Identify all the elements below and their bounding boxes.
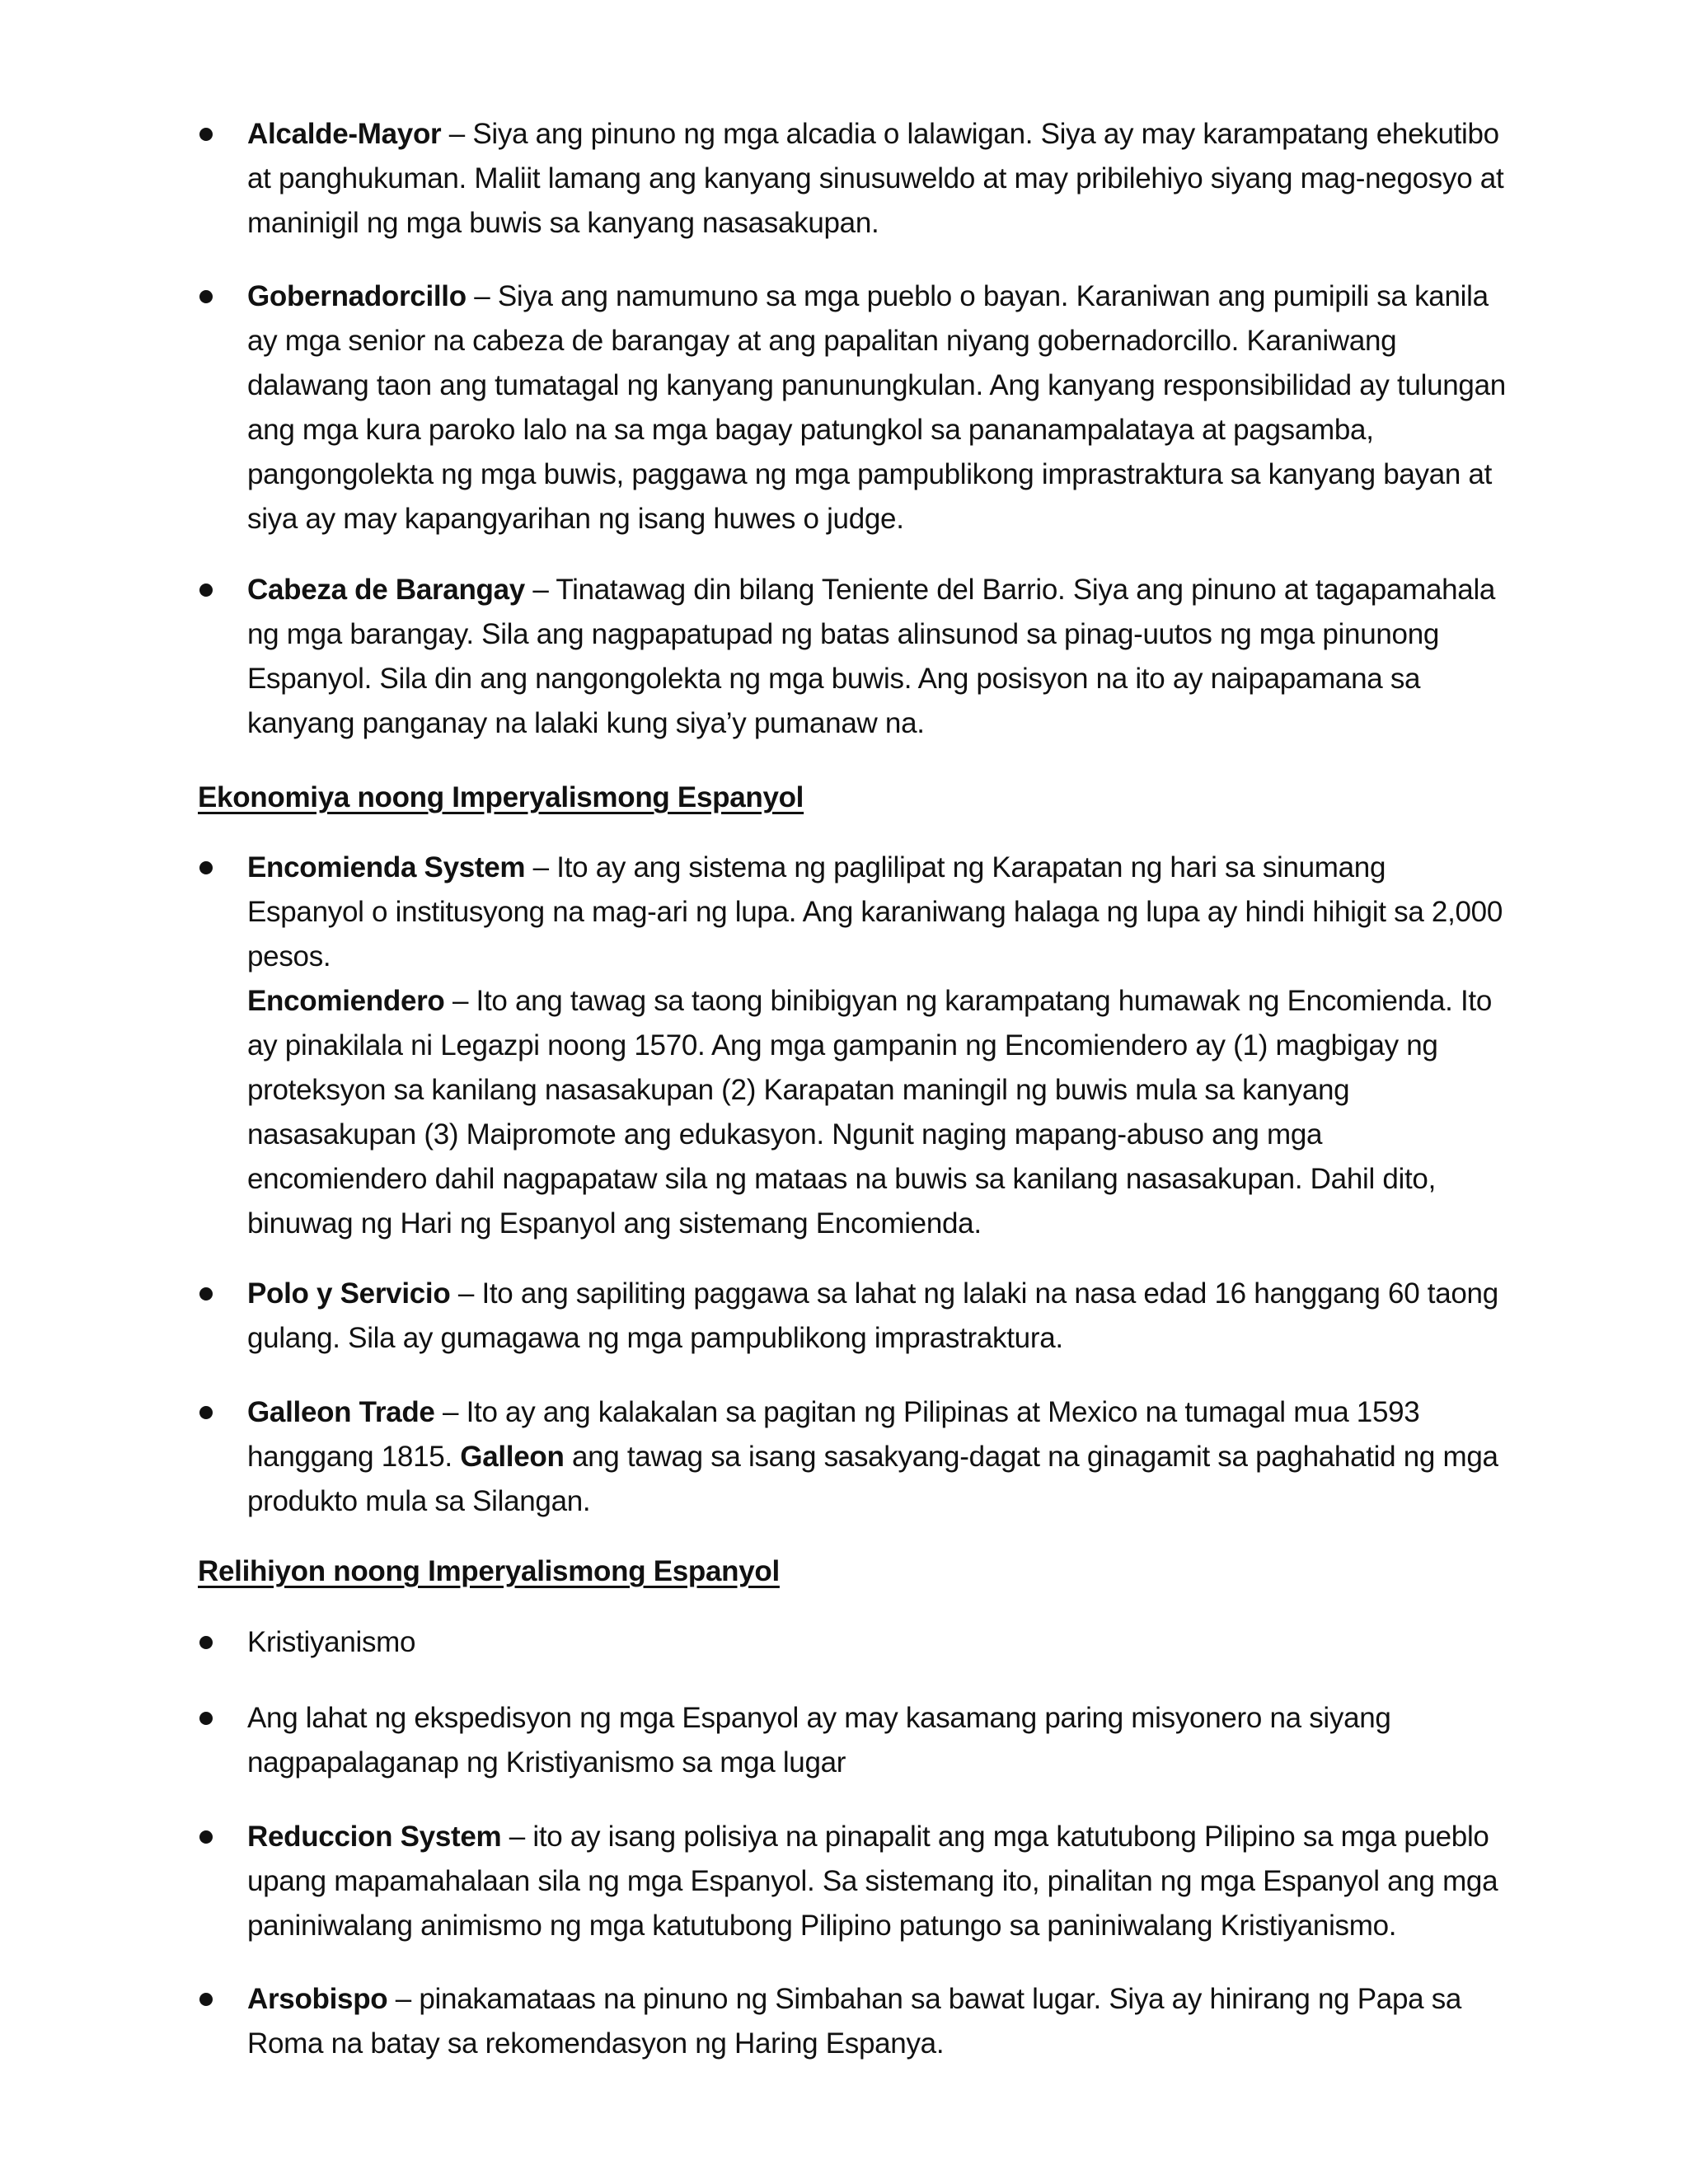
list-item-ekspedisyon: Ang lahat ng ekspedisyon ng mga Espanyol ay may kasamang paring misyonero na siyang nagpapalaganap ng Kristiyanismo sa mga lugar (247, 1702, 1391, 1779)
bullet-icon (199, 128, 213, 141)
list-item-gobernadorcillo (247, 274, 1508, 541)
term-arsobispo: Arsobispo (247, 1983, 388, 2015)
list-item-kristiyanismo: Kristiyanismo (247, 1626, 416, 1658)
list-item-alcalde-mayor (247, 112, 1508, 246)
term-encomienda-system: Encomienda System (247, 851, 526, 883)
bullet-icon (199, 583, 213, 597)
bullet-icon (199, 1830, 213, 1844)
list-item-encomienda-system (247, 846, 1508, 979)
list-item-galleon-trade (247, 1390, 1508, 1524)
definition-cabeza-de-barangay: – Tinatawag din bilang Teniente del Barrio. Siya ang pinuno at tagapamahala ng mga barangay. Sila ang nagpapatupad ng batas alinsunod sa pinag-uutos ng mga pinunong Espanyol. Sila din ang nangongolekta ng mga buwis. Ang posisyon na ito ay naipapamana sa kanyang panganay na lalaki kung siya’y pumanaw na. (247, 574, 1496, 739)
bullet-icon (199, 1712, 213, 1725)
list-item-reduccion-system (247, 1815, 1508, 1948)
definition-reduccion-system: – ito ay isang polisiya na pinapalit ang mga katutubong Pilipino sa mga pueblo upang mapamahalaan sila ng mga Espanyol. Sa sistemang ito, pinalitan ng mga Espanyol ang mga paniniwalang animismo ng mga katutubong Pilipino patungo sa paniniwalang Kristiyanismo. (247, 1821, 1498, 1942)
definition-polo-y-servicio: – Ito ang sapiliting paggawa sa lahat ng lalaki na nasa edad 16 hanggang 60 taong gulang. Sila ay gumagawa ng mga pampublikong imprastraktura. (247, 1277, 1498, 1354)
definition-galleon-trade-part1: – Ito ay ang kalakalan sa pagitan ng Pilipinas at Mexico na tumagal mua 1593 hanggang 1815. (247, 1396, 1420, 1473)
section-heading-ekonomiya: Ekonomiya noong Imperyalismong Espanyol (198, 781, 804, 813)
paragraph-encomiendero (247, 979, 1508, 1246)
term-cabeza-de-barangay: Cabeza de Barangay (247, 574, 525, 606)
definition-encomienda-system: – Ito ay ang sistema ng paglilipat ng Karapatan ng hari sa sinumang Espanyol o institusyong na mag-ari ng lupa. Ang karaniwang halaga ng lupa ay hindi hihigit sa 2,000 pesos. (247, 851, 1503, 972)
term-galleon-trade: Galleon Trade (247, 1396, 435, 1428)
definition-alcalde-mayor: – Siya ang pinuno ng mga alcadia o lalawigan. Siya ay may karampatang ehekutibo at panghukuman. Maliit lamang ang kanyang sinusuweldo at may pribilehiyo siyang mag-negosyo at maninigil ng mga buwis sa kanyang nasasakupan. (247, 118, 1504, 239)
term-polo-y-servicio: Polo y Servicio (247, 1277, 451, 1310)
bullet-icon (199, 1287, 213, 1301)
definition-encomiendero: – Ito ang tawag sa taong binibigyan ng karampatang humawak ng Encomienda. Ito ay pinakilala ni Legazpi noong 1570. Ang mga gampanin ng Encomiendero ay (1) magbigay ng proteksyon sa kanilang nasasakupan (2) Karapatan maningil ng buwis mula sa kanyang nasasakupan (3) Maipromote ang edukasyon. Ngunit naging mapang-abuso ang mga encomiendero dahil nagpapataw sila ng mataas na buwis sa kanilang nasasakupan. Dahil dito, binuwag ng Hari ng Espanyol ang sistemang Encomienda. (247, 985, 1493, 1240)
term-reduccion-system: Reduccion System (247, 1821, 502, 1853)
term-gobernadorcillo: Gobernadorcillo (247, 280, 467, 312)
term-galleon: Galleon (460, 1441, 565, 1473)
definition-galleon-trade-part2: ang tawag sa isang sasakyang-dagat na ginagamit sa paghahatid ng mga produkto mula sa Silangan. (247, 1441, 1498, 1517)
section-heading-relihiyon: Relihiyon noong Imperyalismong Espanyol (198, 1555, 780, 1587)
bullet-icon (199, 1993, 213, 2006)
bullet-icon (199, 1636, 213, 1649)
list-item-cabeza-de-barangay (247, 568, 1508, 746)
bullet-icon (199, 861, 213, 874)
term-alcalde-mayor: Alcalde-Mayor (247, 118, 442, 150)
list-item-arsobispo (247, 1977, 1508, 2066)
term-encomiendero: Encomiendero (247, 985, 445, 1017)
definition-gobernadorcillo: – Siya ang namumuno sa mga pueblo o bayan. Karaniwan ang pumipili sa kanila ay mga senior na cabeza de barangay at ang papalitan niyang gobernadorcillo. Karaniwang dalawang taon ang tumatagal ng kanyang panunungkulan. Ang kanyang responsibilidad ay tulungan ang mga kura paroko lalo na sa mga bagay patungkol sa pananampalataya at pagsamba, pangongolekta ng mga buwis, paggawa ng mga pampublikong imprastraktura sa kanyang bayan at siya ay may kapangyarihan ng isang huwes o judge. (247, 280, 1506, 535)
list-item-polo-y-servicio (247, 1272, 1508, 1361)
bullet-icon (199, 1406, 213, 1419)
bullet-icon (199, 290, 213, 303)
definition-arsobispo: – pinakamataas na pinuno ng Simbahan sa bawat lugar. Siya ay hinirang ng Papa sa Roma na batay sa rekomendasyon ng Haring Espanya. (247, 1983, 1462, 2060)
